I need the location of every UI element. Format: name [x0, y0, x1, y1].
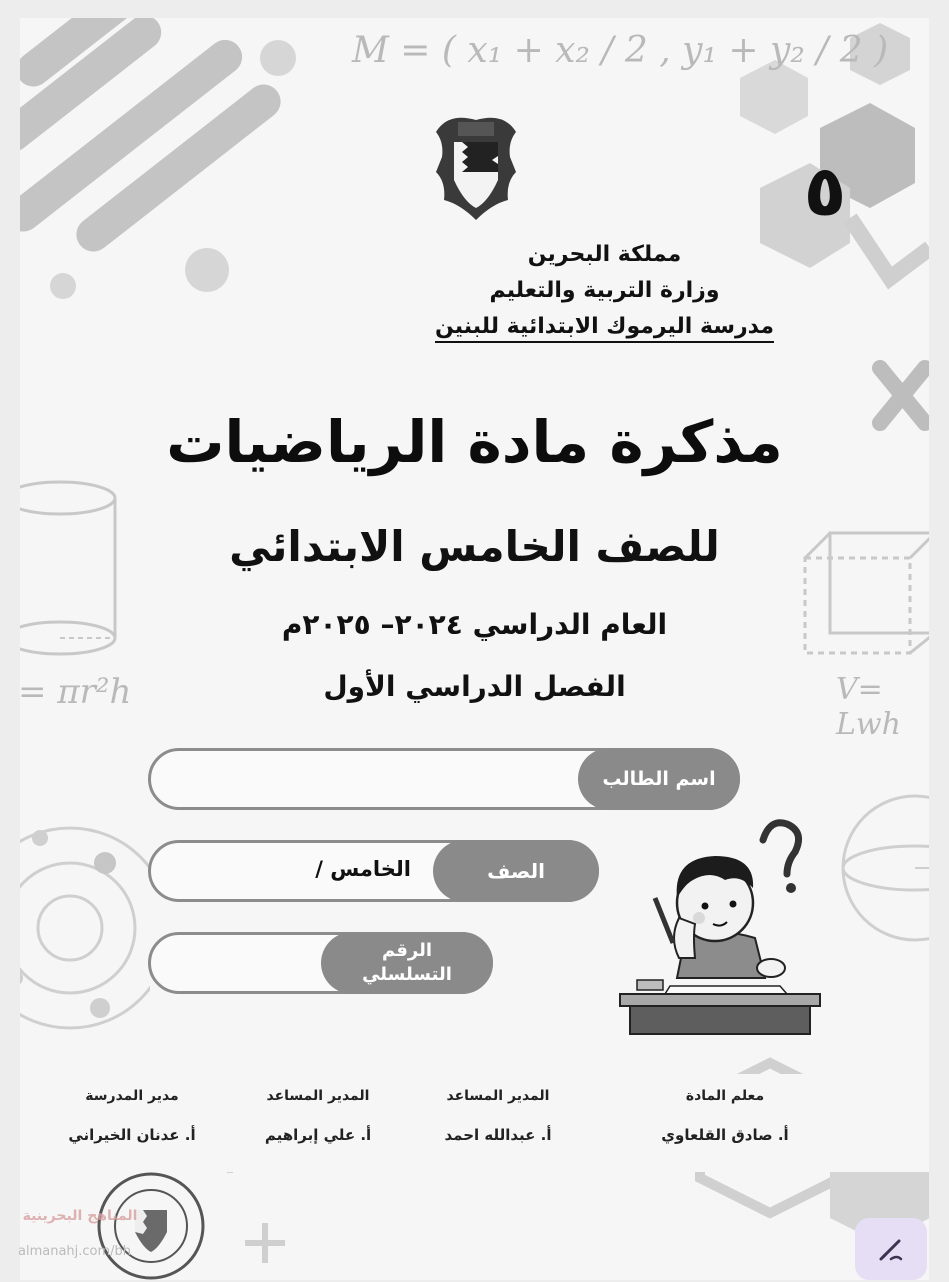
signature-role: مدير المدرسة [85, 1088, 179, 1104]
signature-assistant-principal-2 [238, 1088, 398, 1144]
header-school-name: مدرسة اليرموك الابتدائية للبنين [435, 314, 774, 343]
student-name-field[interactable] [148, 748, 740, 810]
signature-name: أ. عبدالله احمد [444, 1126, 552, 1144]
school-stamp-icon [95, 1170, 207, 1282]
formula-box-volume: V= Lwh [836, 672, 901, 742]
bahrain-emblem-icon [428, 112, 524, 222]
class-value: الخامس / [315, 857, 411, 881]
decor-atom [20, 808, 150, 1058]
serial-number-field[interactable] [148, 932, 493, 994]
decor-circle [260, 40, 296, 76]
serial-number-label: الرقم التسلسلي [321, 932, 493, 994]
signature-subject-teacher [650, 1088, 800, 1144]
thinking-student-illustration [615, 818, 825, 1038]
watermark-brand: المناهج البحرينية [22, 1208, 138, 1224]
class-field[interactable] [148, 840, 599, 902]
page-title: مذكرة مادة الرياضيات [166, 408, 783, 476]
watermark-url: almanahj.com/bh [18, 1244, 132, 1259]
decor-circle [50, 273, 76, 299]
academic-year: العام الدراسي ٢٠٢٤– ٢٠٢٥م [281, 608, 668, 641]
signature-name: أ. عدنان الخيراني [68, 1126, 196, 1144]
formula-cylinder-volume: = πr²h [18, 672, 132, 712]
grade-subtitle: للصف الخامس الابتدائي [229, 522, 720, 571]
class-label: الصف [433, 840, 599, 902]
decor-sphere [830, 788, 929, 988]
page-number-badge: ٥ [803, 150, 847, 232]
edit-button[interactable] [855, 1218, 927, 1280]
header-school [130, 314, 949, 339]
student-name-label: اسم الطالب [578, 748, 740, 810]
academic-term: الفصل الدراسي الأول [323, 670, 626, 703]
signature-role: المدير المساعد [446, 1088, 550, 1104]
header-ministry: وزارة التربية والتعليم [489, 278, 720, 303]
pen-icon [877, 1235, 905, 1263]
signature-role: المدير المساعد [266, 1088, 370, 1104]
signature-assistant-principal-1 [418, 1088, 578, 1144]
formula-midpoint: M = ( x₁ + x₂ / 2 , y₁ + y₂ / 2 ) [352, 30, 889, 71]
signature-role: معلم المادة [685, 1088, 765, 1104]
signature-name: أ. صادق القلعاوي [661, 1126, 789, 1144]
header-kingdom: مملكة البحرين [527, 242, 682, 267]
signature-principal [52, 1088, 212, 1144]
signature-name: أ. علي إبراهيم [264, 1126, 372, 1144]
